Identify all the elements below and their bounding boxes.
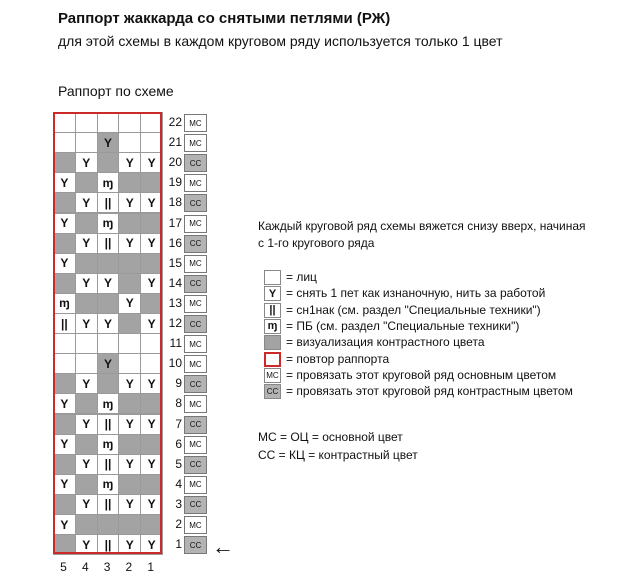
chart-cell: ||	[53, 313, 76, 334]
legend-symbol	[264, 270, 281, 285]
chart-cell: Y	[118, 494, 141, 515]
row-color-code: СС	[184, 315, 207, 333]
chart-cell: Y	[75, 494, 98, 515]
chart-cell: Y	[140, 273, 163, 294]
repeat-border	[53, 112, 162, 554]
row-color-code: МС	[184, 436, 207, 454]
row-number: 19	[168, 175, 182, 190]
legend-label: = провязать этот круговой ряд контрастным цветом	[286, 384, 573, 399]
instruction-line-1: Каждый круговой ряд схемы вяжется снизу вверх, начиная	[258, 219, 586, 233]
chart-cell: Y	[75, 313, 98, 334]
chart-cell: Y	[97, 353, 120, 374]
legend-label: = визуализация контрастного цвета	[286, 335, 485, 350]
chart-cell: Y	[140, 494, 163, 515]
row-number: 3	[175, 496, 182, 511]
row-color-code: МС	[184, 516, 207, 534]
row-color-code: СС	[184, 194, 207, 212]
legend-label: = лиц	[286, 270, 317, 284]
chart-cell: ||	[97, 454, 120, 475]
chart-cell: ɱ	[97, 434, 120, 455]
legend-symbol: МС	[264, 368, 281, 383]
start-arrow-icon: ←	[212, 534, 234, 559]
row-color-code: СС	[184, 154, 207, 172]
legend-label: = повтор раппорта	[286, 351, 390, 366]
legend-symbol: ||	[264, 303, 281, 318]
legend-label: = провязать этот круговой ряд основным цветом	[286, 367, 557, 382]
chart-cell: Y	[53, 213, 76, 234]
chart-cell: Y	[75, 233, 98, 254]
chart-cell: Y	[97, 273, 120, 294]
chart-cell: Y	[140, 192, 163, 213]
row-number: 16	[168, 235, 182, 250]
row-color-code: СС	[184, 235, 207, 253]
chart-cell: Y	[53, 514, 76, 535]
row-color-code: МС	[184, 215, 207, 233]
row-color-code: МС	[184, 295, 207, 313]
chart-cell: Y	[140, 373, 163, 394]
chart-cell: Y	[53, 434, 76, 455]
instruction-line-2: с 1-го кругового ряда	[258, 236, 375, 250]
chart-cell: ||	[97, 192, 120, 213]
chart-cell: Y	[97, 132, 120, 153]
legend-symbol	[264, 352, 281, 367]
chart-cell: Y	[53, 474, 76, 495]
chart-cell: Y	[118, 414, 141, 435]
column-number: 3	[103, 560, 111, 574]
chart-cell: Y	[75, 273, 98, 294]
legend-label: = сн1нак (см. раздел "Специальные техники")	[286, 302, 541, 317]
chart-cell: Y	[140, 414, 163, 435]
row-color-code: МС	[184, 174, 207, 192]
row-color-code: СС	[184, 416, 207, 434]
chart-cell: Y	[140, 454, 163, 475]
row-number: 9	[175, 376, 182, 391]
definition-mc: МС = ОЦ = основной цвет	[258, 430, 403, 444]
row-number: 12	[168, 316, 182, 330]
page-title: Раппорт жаккарда со снятыми петлями (РЖ)	[58, 10, 391, 27]
row-number: 2	[175, 517, 182, 531]
chart-cell: Y	[140, 233, 163, 254]
chart-cell: ɱ	[53, 293, 76, 314]
chart-cell: ||	[97, 233, 120, 254]
legend-label: = ПБ (см. раздел "Специальные техники")	[286, 318, 520, 333]
definition-cc: СС = КЦ = контрастный цвет	[258, 448, 418, 462]
row-number: 17	[168, 215, 182, 230]
row-number: 5	[175, 456, 182, 471]
chart-cell: Y	[75, 414, 98, 435]
chart-cell: Y	[75, 534, 98, 555]
column-number: 1	[147, 560, 155, 574]
chart-cell: ɱ	[97, 393, 120, 414]
row-number: 1	[175, 537, 182, 552]
chart-cell: Y	[75, 152, 98, 173]
row-number: 21	[168, 135, 182, 150]
legend-label: = снять 1 пет как изнаночную, нить за работой	[286, 286, 546, 301]
chart-cell: Y	[118, 454, 141, 475]
chart-cell: Y	[75, 373, 98, 394]
row-color-code: СС	[184, 536, 207, 554]
page-subtitle: для этой схемы в каждом круговом ряду используется только 1 цвет	[58, 33, 503, 49]
row-color-code: МС	[184, 335, 207, 353]
row-number: 20	[168, 155, 182, 170]
row-color-code: СС	[184, 496, 207, 514]
row-number: 14	[168, 275, 182, 290]
chart-cell: Y	[53, 172, 76, 193]
row-color-code: МС	[184, 114, 207, 132]
row-number: 22	[168, 115, 182, 129]
chart-cell: ||	[97, 494, 120, 515]
legend-symbol	[264, 335, 281, 350]
row-color-code: МС	[184, 355, 207, 373]
chart-cell: Y	[75, 192, 98, 213]
row-color-code: СС	[184, 275, 207, 293]
chart-cell: Y	[118, 233, 141, 254]
chart-cell: Y	[118, 373, 141, 394]
chart-cell: Y	[53, 253, 76, 274]
chart-cell: ||	[97, 534, 120, 555]
row-color-code: СС	[184, 456, 207, 474]
column-number: 2	[125, 560, 133, 574]
chart-cell: ɱ	[97, 474, 120, 495]
chart-cell: ɱ	[97, 172, 120, 193]
row-number: 8	[175, 396, 182, 411]
row-number: 4	[175, 476, 182, 491]
row-number: 15	[168, 255, 182, 270]
column-number: 4	[81, 560, 89, 574]
row-color-code: МС	[184, 255, 207, 273]
row-number: 11	[169, 336, 182, 351]
row-number: 13	[168, 295, 182, 310]
legend-symbol: Y	[264, 286, 281, 301]
chart-cell: Y	[97, 313, 120, 334]
row-color-code: МС	[184, 476, 207, 494]
chart-cell: Y	[75, 454, 98, 475]
chart-cell: Y	[140, 534, 163, 555]
row-color-code: СС	[184, 375, 207, 393]
chart-cell: Y	[118, 534, 141, 555]
row-number: 10	[168, 356, 182, 371]
row-number: 7	[175, 416, 182, 431]
row-number: 18	[168, 195, 182, 210]
chart-cell: Y	[140, 313, 163, 334]
chart-cell: Y	[118, 293, 141, 314]
column-number: 5	[60, 560, 67, 574]
legend-symbol: ɱ	[264, 319, 281, 334]
row-number: 6	[175, 436, 182, 451]
chart-caption: Раппорт по схеме	[58, 83, 174, 99]
legend-symbol: СС	[264, 384, 281, 399]
chart-cell: Y	[118, 192, 141, 213]
chart-cell: Y	[140, 152, 163, 173]
row-color-code: МС	[184, 395, 207, 413]
row-color-code: МС	[184, 134, 207, 152]
chart-cell: Y	[118, 152, 141, 173]
chart-cell: ɱ	[97, 213, 120, 234]
chart-cell: ||	[97, 414, 120, 435]
chart-cell: Y	[53, 393, 76, 414]
